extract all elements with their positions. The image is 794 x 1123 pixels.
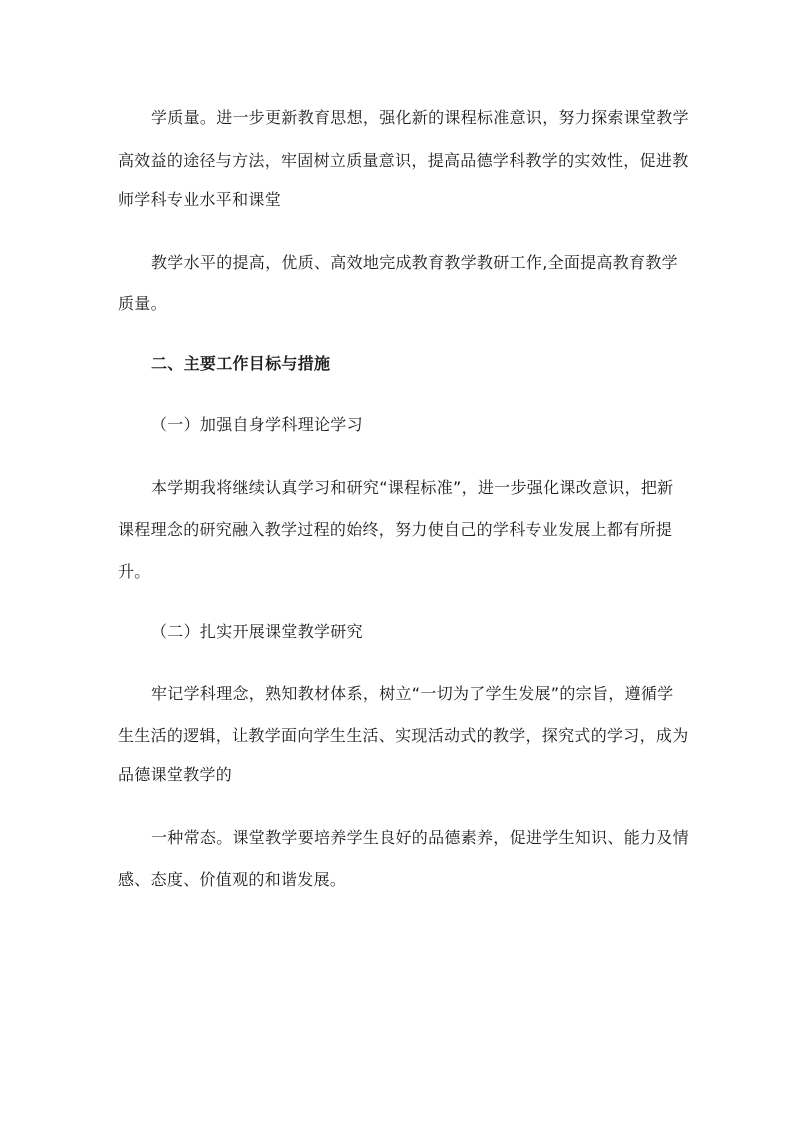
paragraph-1-line-2: 高效益的途径与方法，牢固树立质量意识，提高品德学科教学的实效性，促进教	[118, 151, 689, 170]
paragraph-2-line-1: 教学水平的提高，优质、高效地完成教育教学教研工作,全面提高教育教学	[151, 253, 678, 272]
paragraph-3-line-3: 升。	[118, 562, 151, 581]
subsection-2-heading: （二）扎实开展课堂教学研究	[151, 622, 363, 641]
paragraph-1-line-3: 师学科专业水平和课堂	[118, 190, 282, 209]
paragraph-1-line-1: 学质量。进一步更新教育思想，强化新的课程标准意识，努力探索课堂教学	[151, 108, 689, 127]
paragraph-4-line-2: 生生活的逻辑，让教学面向学生生活、实现活动式的教学，探究式的学习，成为	[118, 726, 689, 745]
section-2-heading: 二、主要工作目标与措施	[151, 354, 331, 373]
paragraph-3-line-1: 本学期我将继续认真学习和研究“课程标准”，进一步强化课改意识，把新	[151, 478, 674, 497]
subsection-1-heading: （一）加强自身学科理论学习	[151, 415, 363, 434]
paragraph-2-line-2: 质量。	[118, 294, 167, 313]
paragraph-4-line-3: 品德课堂教学的	[118, 765, 233, 784]
paragraph-3-line-2: 课程理念的研究融入教学过程的始终，努力使自己的学科专业发展上都有所提	[118, 520, 673, 539]
paragraph-4-line-1: 牢记学科理念，熟知教材体系，树立“一切为了学生发展”的宗旨，遵循学	[151, 684, 674, 703]
paragraph-5-line-1: 一种常态。课堂教学要培养学生良好的品德素养，促进学生知识、能力及情	[151, 828, 689, 847]
paragraph-5-line-2: 感、态度、价值观的和谐发展。	[118, 870, 347, 889]
